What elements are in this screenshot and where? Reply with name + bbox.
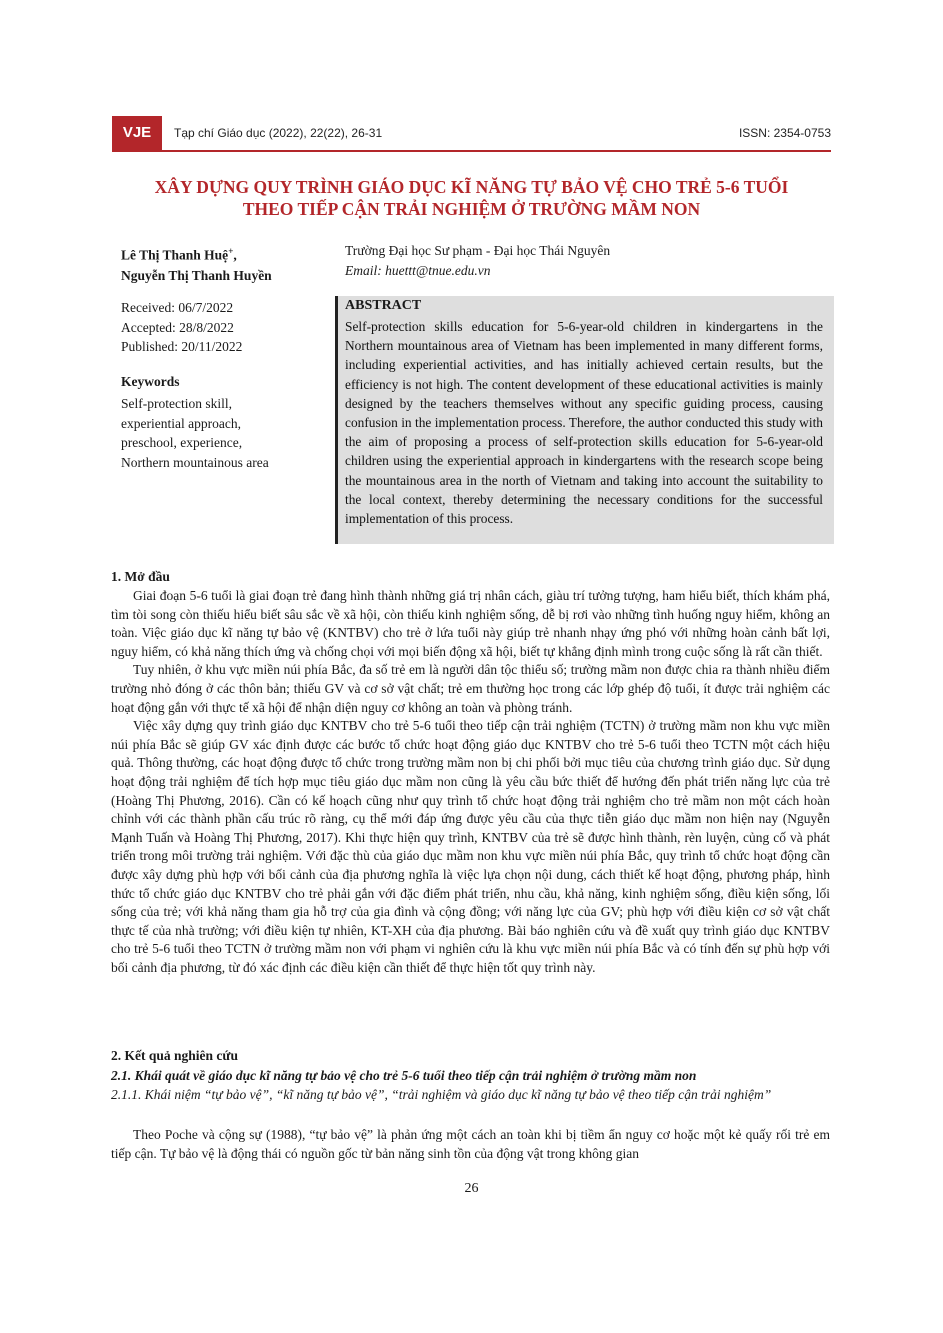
title-line-2: THEO TIẾP CẬN TRẢI NGHIỆM Ở TRƯỜNG MẦM NON <box>242 199 701 219</box>
received-date: Received: 06/7/2022 <box>121 300 234 315</box>
issn: ISSN: 2354-0753 <box>738 126 831 140</box>
header-divider <box>112 150 831 152</box>
section-2-body <box>111 1126 830 1163</box>
author-1-name: Lê Thị Thanh Huệ <box>121 247 229 263</box>
author-list <box>121 241 272 286</box>
author-2: Nguyễn Thị Thanh Huyền <box>121 267 272 283</box>
author-separator: , <box>233 247 237 263</box>
paragraph: Việc xây dựng quy trình giáo dục KNTBV cho trẻ 5-6 tuổi theo tiếp cận trải nghiệm (TCTN) ở trường mầm non khu vực miền núi phía Bắc sẽ giúp GV xác định được các bước tổ chức hoạt động giáo dục KNTBV cho trẻ 5-6 tuổi theo TCTN một cách hiệu quả. Thông thường, các hoạt động được tổ chức trong trường mầm non bị chi phối bởi mục tiêu của chương trình giáo dục. Sử dụng hoạt động trải nghiệm để tích hợp mục tiêu giáo dục mầm non cũng là yêu cầu bức thiết để hướng đến phát triển năng lực của trẻ (Hoàng Thị Phương, 2016). Cần có kế hoạch cũng như quy trình tổ chức hoạt động trải nghiệm cho trẻ mầm non một cách hoàn chỉnh với các thành phần cấu trúc rõ ràng, cụ thể mới đáp ứng được yêu cầu của thực tiễn giáo dục mầm non hiện nay (Nguyễn Mạnh Tuấn và Hoàng Thị Phương, 2017). Khi thực hiện quy trình, KNTBV của trẻ sẽ được hình thành, rèn luyện, củng cố và phát triển trong môi trường trải nghiệm. Với đặc thù của giáo dục mầm non khu vực miền núi phía Bắc, quy trình tổ chức hoạt động cần được xây dựng phù hợp với bối cảnh của địa phương nghĩa là việc lựa chọn nội dung, cách thiết kế hoạt động, phương pháp, hình thức tổ chức giáo dục KNTBV cho trẻ phải gắn với đặc điểm phát triển, nhu cầu, khả năng, kinh nghiệm sống, điều kiện sống, lối sống của trẻ; với khả năng tham gia hỗ trợ của gia đình và cộng đồng; với năng lực của GV; phù hợp với điều kiện cơ sở vật chất thực tế của nhà trường; với điều kiện tự nhiên, KT-XH của địa phương. Bài báo nghiên cứu và đề xuất quy trình giáo dục KNTBV cho trẻ 5-6 tuổi theo TCTN ở trường mầm non với phạm vi nghiên cứu là khu vực miền núi phía Bắc và có tính đến sự phù hợp với bối cảnh địa phương, từ đó xác định các điều kiện cần thiết để thực hiện tốt quy trình này. <box>111 718 830 975</box>
author-email[interactable]: Email: huettt@tnue.edu.vn <box>345 263 491 278</box>
paragraph: Theo Poche và cộng sự (1988), “tự bảo vệ” là phản ứng một cách an toàn khi bị tiềm ẩn nguy cơ hoặc một kẻ quấy rối trẻ em tiếp cận. Tự bảo vệ là động thái có nguồn gốc từ bản năng sinh tồn của động vật trong không gian <box>111 1127 830 1161</box>
title-line-1: XÂY DỰNG QUY TRÌNH GIÁO DỤC KĨ NĂNG TỰ BẢO VỆ CHO TRẺ 5-6 TUỔI <box>154 177 789 197</box>
keyword-item: experiential approach, <box>121 415 241 431</box>
affiliation: Trường Đại học Sư phạm - Đại học Thái Nguyên <box>345 243 611 258</box>
journal-citation: Tạp chí Giáo dục (2022), 22(22), 26-31 <box>174 126 383 140</box>
abstract-title: ABSTRACT <box>345 298 422 313</box>
keywords-list <box>121 394 269 472</box>
keyword-item: preschool, experience, <box>121 435 243 450</box>
section-2-heading: 2. Kết quả nghiên cứu <box>111 1048 238 1063</box>
corresponding-mark: + <box>228 246 234 256</box>
published-date: Published: 20/11/2022 <box>121 339 243 354</box>
paragraph: Giai đoạn 5-6 tuổi là giai đoạn trẻ đang hình thành những giá trị nhân cách, giàu trí tưởng tượng, ham hiểu biết, thích khám phá, tìm tòi song còn thiếu hiểu biết sâu sắc về xã hội, còn thiếu kinh nghiệm sống, dễ bị rơi vào những tình huống nguy hiểm, không an toàn. Việc giáo dục kĩ năng tự bảo vệ (KNTBV) cho trẻ ở lứa tuổi này giúp trẻ nhanh nhạy ứng phó với những hoàn cảnh bất lợi, nguy hiểm, có khả năng thích ứng và chống chọi với mọi biến động xã hội, biết tự khẳng định mình trong cuộc sống là rất cần thiết. <box>111 588 830 659</box>
keyword-item: Northern mountainous area <box>121 454 269 470</box>
journal-header <box>112 116 831 150</box>
subsection-2-1-1-heading: 2.1.1. Khái niệm “tự bảo vệ”, “kĩ năng tự bảo vệ”, “trải nghiệm và giáo dục kĩ năng tự bảo vệ theo tiếp cận trải nghiệm” <box>111 1087 772 1102</box>
section-1-body <box>111 587 830 977</box>
author-1 <box>121 241 272 266</box>
page-number: 26 <box>464 1181 479 1196</box>
article-dates <box>121 298 242 357</box>
keywords-title: Keywords <box>121 374 180 389</box>
section-1-heading: 1. Mở đầu <box>111 569 170 584</box>
affiliation-block <box>345 241 610 281</box>
paragraph: Tuy nhiên, ở khu vực miền núi phía Bắc, đa số trẻ em là người dân tộc thiểu số; trường mầm non được chia ra thành nhiều điểm trường nhỏ đóng ở các thôn bản; thiếu GV và cơ sở vật chất; trẻ em thường học trong các lớp ghép độ tuổi, ít được trải nghiệm các hoạt động gắn với thực tế xã hội để nhận diện nguy cơ không an toàn và phòng tránh. <box>111 662 830 715</box>
journal-logo-badge: VJE <box>112 116 162 150</box>
subsection-2-1-heading: 2.1. Khái quát về giáo dục kĩ năng tự bảo vệ cho trẻ 5-6 tuổi theo tiếp cận trải nghiệm ở trường mầm non <box>111 1068 697 1083</box>
article-title <box>112 176 831 220</box>
keyword-item: Self-protection skill, <box>121 396 232 411</box>
abstract-text: Self-protection skills education for 5-6-year-old children in kindergartens in the Northern mountainous area of Vietnam has been implemented in many different forms, including experiential activities, and has initially achieved certain results, but the efficiency is not high. The content development of these educational activities is mainly designed by the teachers themselves without any specific guiding process, causing confusion in the implementation process. Therefore, the author conducted this study with the aim of proposing a process of self-protection skills education for 5-6-year-old children using the experiential approach in kindergartens with the research scope being the mountainous area in the north of Vietnam and taking into account the suitability to the local context, thereby determining the necessary conditions for the successful implementation of this process. <box>345 319 823 527</box>
accepted-date: Accepted: 28/8/2022 <box>121 319 234 335</box>
